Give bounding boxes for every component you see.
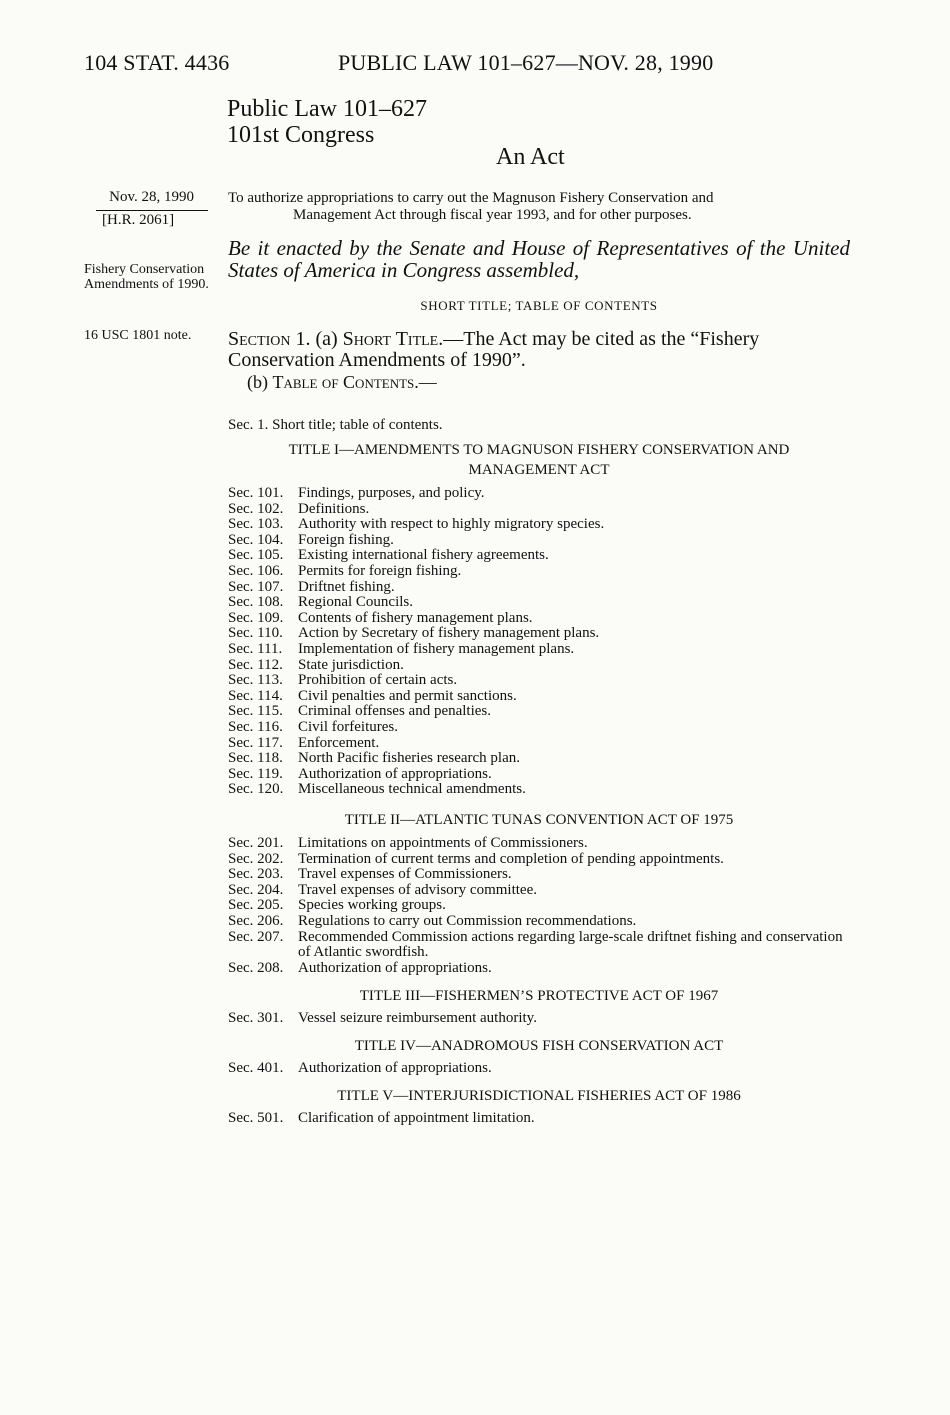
toc-entry-text: Criminal offenses and penalties. xyxy=(298,703,492,720)
enacting-clause: Be it enacted by the Senate and House of Representatives of the United States of America in Congress assembled, xyxy=(228,236,850,282)
running-head: PUBLIC LAW 101–627—NOV. 28, 1990 xyxy=(338,50,714,75)
toc-entry-text: Authorization of appropriations. xyxy=(298,959,492,976)
toc-entry-number: Sec. 208. xyxy=(228,959,284,976)
toc-entry-number: Sec. 202. xyxy=(228,850,284,867)
toc-title-2-heading: TITLE II—ATLANTIC TUNAS CONVENTION ACT OF 1975 xyxy=(344,812,734,828)
toc-entry-text: Permits for foreign fishing. xyxy=(298,562,462,579)
act-label: An Act xyxy=(496,144,565,170)
toc-entry-text: Regulations to carry out Commission recommendations. xyxy=(298,912,637,929)
toc-entry xyxy=(228,867,850,883)
toc-entry-number: Sec. 103. xyxy=(228,516,284,533)
toc-entry xyxy=(228,689,850,705)
purpose-line-2: Management Act through fiscal year 1993, and for other purposes. xyxy=(293,207,692,223)
toc-entry xyxy=(228,517,850,533)
section-1-paragraph-a xyxy=(228,329,850,371)
toc-entry xyxy=(228,930,850,961)
bill-number: [H.R. 2061] xyxy=(102,212,175,228)
toc-entry xyxy=(228,626,850,642)
toc-entry-number: Sec. 204. xyxy=(228,881,284,898)
toc-entry xyxy=(228,836,850,852)
toc-title-3-list xyxy=(228,1011,850,1027)
toc-entry-text: Existing international fishery agreements. xyxy=(298,547,549,564)
toc-entry-number: Sec. 112. xyxy=(228,656,283,673)
toc-entry-number: Sec. 109. xyxy=(228,609,284,626)
toc-entry xyxy=(228,564,850,580)
subsection-b-marker: (b) xyxy=(247,372,268,392)
toc-entry-number: Sec. 114. xyxy=(228,687,283,704)
toc-entry xyxy=(228,580,850,596)
toc-entry-text: Limitations on appointments of Commissioners. xyxy=(298,835,588,851)
toc-entry xyxy=(228,533,850,549)
toc-entry-text: Miscellaneous technical amendments. xyxy=(298,781,526,798)
toc-entry-text: Findings, purposes, and policy. xyxy=(298,485,485,501)
subsection-a-heading: Short Title xyxy=(342,328,439,350)
toc-entry-text: North Pacific fisheries research plan. xyxy=(298,750,520,767)
toc-entry xyxy=(228,767,850,783)
toc-entry-text: Implementation of fishery management plans. xyxy=(298,640,575,657)
toc-entry xyxy=(228,1061,850,1077)
act-purpose xyxy=(228,190,848,224)
toc-entry-text: Enforcement. xyxy=(298,734,380,751)
toc-entry-number: Sec. 102. xyxy=(228,500,284,517)
toc-title-3-heading: TITLE III—FISHERMEN’S PROTECTIVE ACT OF 1967 xyxy=(359,988,719,1004)
toc-entry-number: Sec. 107. xyxy=(228,578,284,595)
toc-entry xyxy=(228,914,850,930)
toc-entry-text: Civil forfeitures. xyxy=(298,718,398,735)
toc-entry xyxy=(228,548,850,564)
toc-title-1-list xyxy=(228,486,850,798)
toc-entry-text: Regional Councils. xyxy=(298,594,413,611)
toc-entry-number: Sec. 201. xyxy=(228,835,284,851)
toc-entry xyxy=(228,852,850,868)
toc-entry xyxy=(228,704,850,720)
toc-entry-number: Sec. 401. xyxy=(228,1060,284,1076)
toc-entry-number: Sec. 105. xyxy=(228,547,284,564)
toc-entry xyxy=(228,751,850,767)
toc-entry xyxy=(228,1111,850,1127)
toc-entry-text: Travel expenses of Commissioners. xyxy=(298,866,512,883)
toc-entry-number: Sec. 207. xyxy=(228,928,284,945)
margin-note-title: Fishery Conservation Amendments of 1990. xyxy=(84,262,209,292)
toc-entry-text: Vessel seizure reimbursement authority. xyxy=(298,1010,537,1026)
toc-entry-number: Sec. 501. xyxy=(228,1110,284,1126)
section-1-paragraph-b xyxy=(247,372,437,393)
toc-entry-text: Recommended Commission actions regarding large-scale driftnet fishing and conservation of Atlantic swordfish. xyxy=(298,928,843,961)
toc-sec-1: Sec. 1. Short title; table of contents. xyxy=(228,417,443,433)
toc-entry-text: Contents of fishery management plans. xyxy=(298,609,533,626)
toc-entry-number: Sec. 113. xyxy=(228,672,283,689)
toc-entry-text: Authority with respect to highly migratory species. xyxy=(298,516,605,533)
toc-title-4-heading: TITLE IV—ANADROMOUS FISH CONSERVATION ACT xyxy=(354,1038,724,1054)
toc-entry-number: Sec. 301. xyxy=(228,1010,284,1026)
enactment-date: Nov. 28, 1990 xyxy=(109,189,194,205)
toc-entry xyxy=(228,502,850,518)
toc-entry xyxy=(228,736,850,752)
section-heading-short-title: SHORT TITLE; TABLE OF CONTENTS xyxy=(420,298,658,313)
toc-entry-number: Sec. 117. xyxy=(228,734,283,751)
toc-entry-number: Sec. 111. xyxy=(228,640,283,657)
toc-entry-number: Sec. 119. xyxy=(228,765,283,782)
toc-entry xyxy=(228,883,850,899)
toc-entry-text: Authorization of appropriations. xyxy=(298,1060,492,1076)
toc-title-1-heading: TITLE I—AMENDMENTS TO MAGNUSON FISHERY CONSERVATION AND MANAGEMENT ACT xyxy=(288,442,790,478)
toc-entry-text: Prohibition of certain acts. xyxy=(298,672,458,689)
date-divider xyxy=(96,210,208,211)
page-stat-reference: 104 STAT. 4436 xyxy=(84,50,230,75)
toc-entry xyxy=(228,673,850,689)
toc-entry xyxy=(228,486,850,502)
toc-entry-number: Sec. 203. xyxy=(228,866,284,883)
toc-entry-text: Authorization of appropriations. xyxy=(298,765,492,782)
toc-title-5-heading: TITLE V—INTERJURISDICTIONAL FISHERIES ACT OF 1986 xyxy=(337,1088,741,1104)
toc-entry-text: State jurisdiction. xyxy=(298,656,404,673)
toc-entry-number: Sec. 205. xyxy=(228,897,284,914)
toc-title-5-list xyxy=(228,1111,850,1127)
toc-entry-text: Species working groups. xyxy=(298,897,446,914)
toc-entry-text: Civil penalties and permit sanctions. xyxy=(298,687,517,704)
toc-entry-number: Sec. 110. xyxy=(228,625,283,642)
toc-title-4-list xyxy=(228,1061,850,1077)
purpose-line-1: To authorize appropriations to carry out the Magnuson Fishery Conservation and xyxy=(228,190,714,206)
public-law-number: Public Law 101–627 xyxy=(227,96,427,122)
toc-entry-number: Sec. 106. xyxy=(228,562,284,579)
subsection-a-marker: (a) xyxy=(315,328,338,350)
congress-label: 101st Congress xyxy=(227,122,375,148)
toc-entry-text: Foreign fishing. xyxy=(298,531,394,548)
toc-entry-number: Sec. 116. xyxy=(228,718,283,735)
toc-entry-number: Sec. 104. xyxy=(228,531,284,548)
toc-title-2-list xyxy=(228,836,850,976)
toc-entry xyxy=(228,658,850,674)
subsection-a-text: .—The Act may be cited as the “Fishery Conservation Amendments of 1990”. xyxy=(228,328,760,371)
section-label: Section 1. xyxy=(228,328,311,350)
margin-note-usc: 16 USC 1801 note. xyxy=(84,328,192,343)
toc-entry-text: Clarification of appointment limitation. xyxy=(298,1110,535,1126)
toc-entry-text: Action by Secretary of fishery management plans. xyxy=(298,625,600,642)
toc-entry xyxy=(228,720,850,736)
toc-entry-number: Sec. 206. xyxy=(228,912,284,929)
toc-entry-number: Sec. 115. xyxy=(228,703,283,720)
toc-entry xyxy=(228,642,850,658)
toc-entry-number: Sec. 118. xyxy=(228,750,283,767)
toc-entry-number: Sec. 108. xyxy=(228,594,284,611)
toc-entry-text: Termination of current terms and completion of pending appointments. xyxy=(298,850,724,867)
toc-entry xyxy=(228,1011,850,1027)
toc-entry-number: Sec. 101. xyxy=(228,485,284,501)
toc-entry xyxy=(228,595,850,611)
toc-entry-text: Driftnet fishing. xyxy=(298,578,395,595)
toc-entry xyxy=(228,961,850,977)
toc-entry-number: Sec. 120. xyxy=(228,781,284,798)
toc-entry-text: Definitions. xyxy=(298,500,370,517)
toc-entry xyxy=(228,898,850,914)
toc-entry xyxy=(228,611,850,627)
toc-entry xyxy=(228,782,850,798)
subsection-b-heading: Table of Contents xyxy=(272,372,415,392)
toc-entry-text: Travel expenses of advisory committee. xyxy=(298,881,537,898)
subsection-b-suffix: .— xyxy=(414,372,437,392)
